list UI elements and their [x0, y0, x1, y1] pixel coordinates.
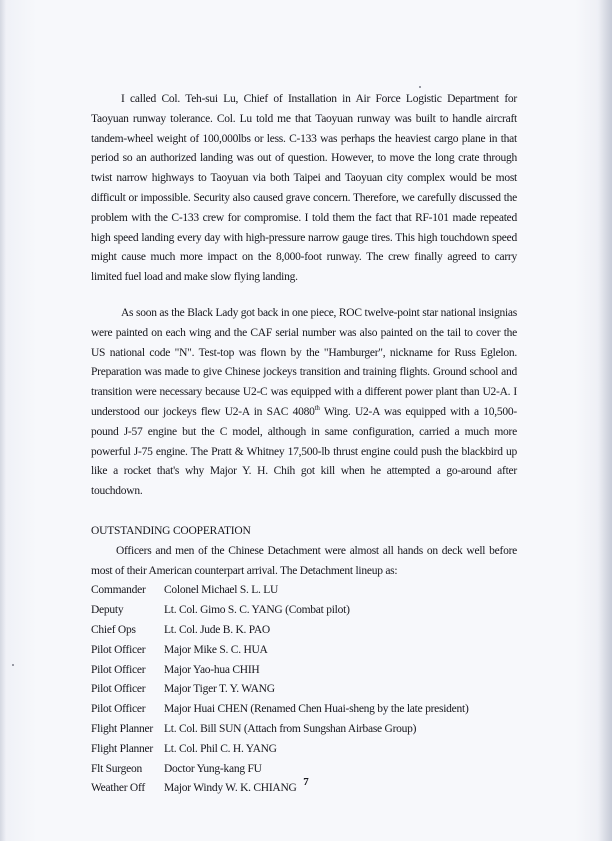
roster-name: Major Mike S. C. HUA	[164, 643, 268, 656]
scan-shadow-right	[598, 0, 612, 841]
paragraph-black-lady-part1: As soon as the Black Lady got back in one piece, ROC twelve-point star national insignias were painted on each wing and the CAF serial number was also painted on the tail to cover the US national code "N". Test-top was flown by the "Hamburger", nickname for Russ Eglelon. Preparation was made to give Chinese jockeys transition and training flights. Ground school and transition were necessary because U2-C was equipped with a different power plant than U2-A. I understood our jockeys flew U2-A in SAC 4080	[91, 306, 517, 418]
roster-name: Major Huai CHEN (Renamed Chen Huai-sheng by the late president)	[164, 703, 469, 716]
roster-role: Commander	[91, 584, 146, 597]
roster-name: Lt. Col. Bill SUN (Attach from Sungshan Airbase Group)	[164, 722, 417, 735]
roster-role: Pilot Officer	[91, 643, 146, 656]
scan-speck	[12, 664, 14, 666]
roster-name: Major Windy W. K. CHIANG	[164, 782, 297, 795]
roster-row	[91, 680, 517, 700]
scan-shadow-left	[0, 0, 6, 841]
roster-name: Doctor Yung-kang FU	[164, 762, 262, 775]
roster-row	[91, 661, 517, 681]
roster-row	[91, 621, 517, 641]
paragraph-runway-tolerance: I called Col. Teh-sui Lu, Chief of Installation in Air Force Logistic Department for Taoyuan runway tolerance. Col. Lu told me that Taoyuan runway was built to handle aircraft tandem-wheel weight of 100,000lbs or less. C-133 was perhaps the heaviest cargo plane in that period so an authorized landing was out of question. However, to move the long crate through twist narrow highways to Taoyuan via both Taipei and Taoyuan city complex would be most difficult or impossible. Security also caused grave concern. Therefore, we carefully discussed the problem with the C-133 crew for compromise. I told them the fact that RF-101 made repeated high speed landing every day with high-pressure narrow gauge tires. This high touchdown speed might cause much more impact on the 8,000-foot runway. The crew finally agreed to carry limited fuel load and make slow flying landing.	[91, 93, 517, 284]
roster-role: Pilot Officer	[91, 703, 146, 716]
roster-row	[91, 601, 517, 621]
roster-role: Flight Planner	[91, 742, 153, 755]
section-intro: Officers and men of the Chinese Detachment were almost all hands on deck well before most of their American counterpart arrival. The Detachment lineup as:	[91, 544, 517, 577]
paragraph-black-lady	[91, 304, 517, 502]
roster-row	[91, 700, 517, 720]
roster-name: Major Tiger T. Y. WANG	[164, 683, 275, 696]
roster-row	[91, 581, 517, 601]
roster-row	[91, 740, 517, 760]
page-number: 7	[303, 776, 309, 788]
body-text	[91, 90, 517, 799]
ordinal-suffix: th	[314, 404, 320, 413]
roster-name: Lt. Col. Jude B. K. PAO	[164, 623, 270, 636]
roster-name: Major Yao-hua CHIH	[164, 663, 260, 676]
section-heading: OUTSTANDING COOPERATION	[91, 524, 251, 537]
roster-name: Lt. Col. Phil C. H. YANG	[164, 742, 277, 755]
roster-row	[91, 720, 517, 740]
roster-role: Weather Off	[91, 782, 145, 795]
roster-role: Flight Planner	[91, 722, 153, 735]
roster-role: Chief Ops	[91, 623, 136, 636]
roster-name: Colonel Michael S. L. LU	[164, 584, 279, 597]
roster-row	[91, 641, 517, 661]
scan-speck	[419, 86, 421, 88]
roster-role: Pilot Officer	[91, 663, 146, 676]
roster-role: Flt Surgeon	[91, 762, 143, 775]
paragraph-black-lady-part2: Wing. U2-A was equipped with a 10,500-pound J-57 engine but the C model, although in same configuration, carried a much more powerful J-75 engine. The Pratt & Whitney 17,500-lb thrust engine could push the blackbird up like a rocket that's why Major Y. H. Chih got kill when he attempted a go-around after touchdown.	[91, 405, 517, 498]
roster-role: Pilot Officer	[91, 683, 146, 696]
roster-role: Deputy	[91, 604, 124, 617]
detachment-roster	[91, 581, 517, 799]
roster-name: Lt. Col. Gimo S. C. YANG (Combat pilot)	[164, 604, 350, 617]
